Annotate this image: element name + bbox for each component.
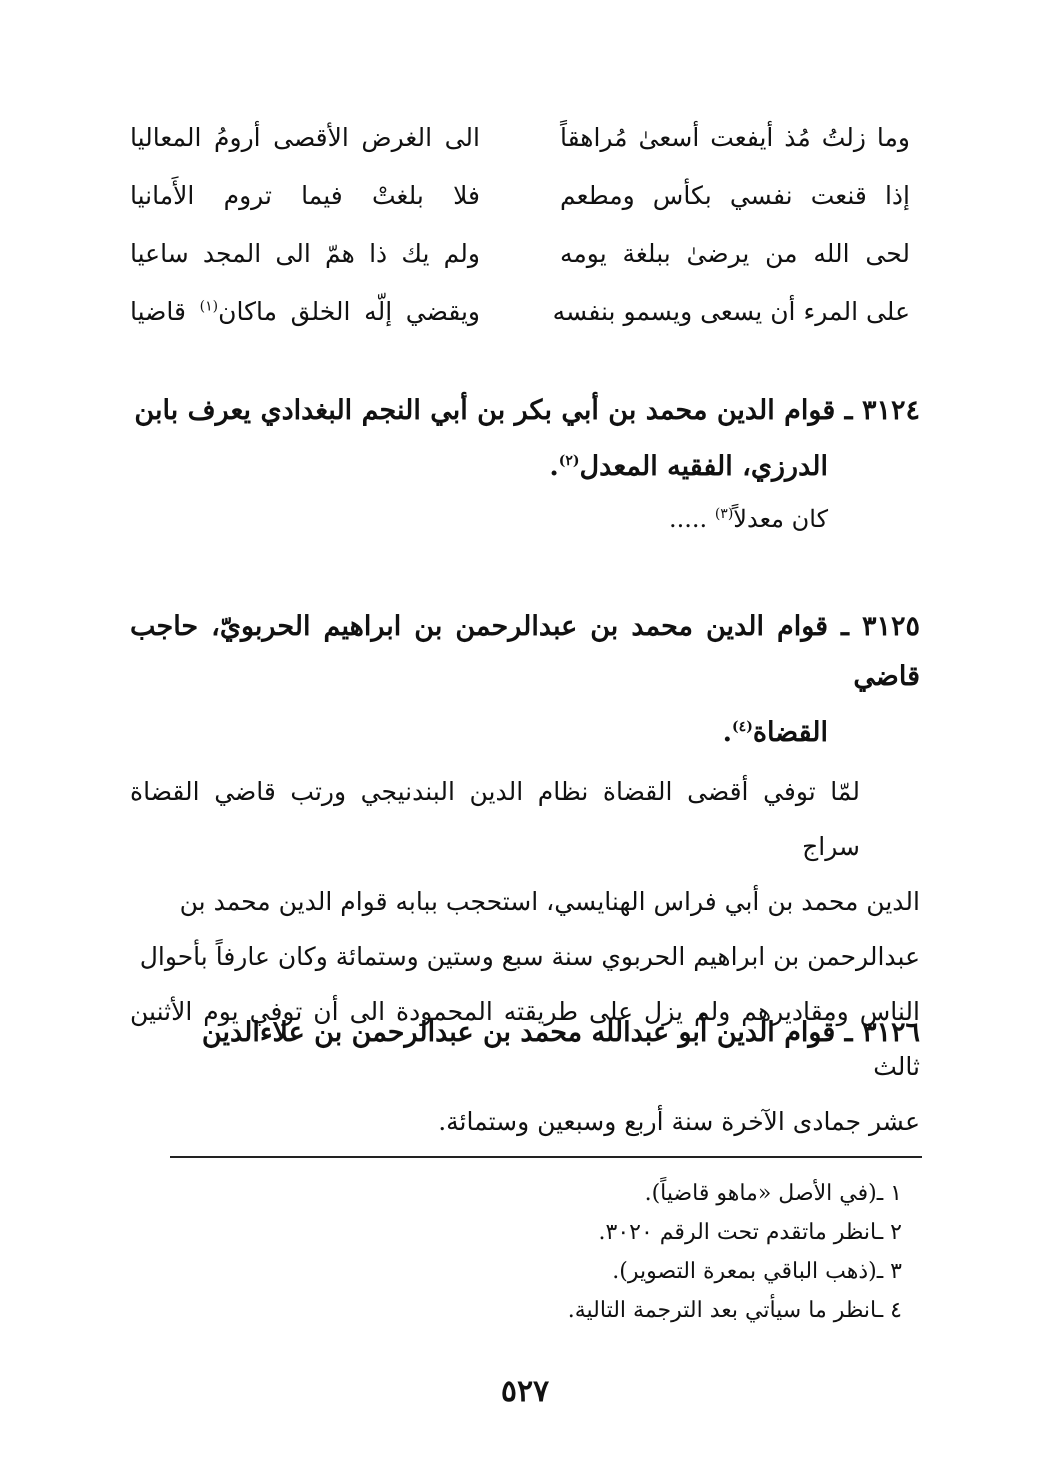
entry-title [130, 386, 920, 492]
entry-title-line: ٣١٢٥ ـ قوام الدين محمد بن عبدالرحمن بن ابراهيم الحربويّ، حاجب قاضي [130, 611, 920, 692]
entry-title-line: ٣١٢٤ ـ قوام الدين محمد بن أبي بكر بن أبي النجم البغدادي يعرف بابن [134, 395, 920, 426]
footnote-ref: (٤) [732, 719, 753, 735]
entry-paragraph [130, 764, 920, 1149]
paragraph-line: لمّا توفي أقضى القضاة نظام الدين البندنيجي ورتب قاضي القضاة سراج [130, 777, 860, 861]
poem-verse-3 [130, 224, 910, 282]
poem-hemistich-right: وما زلتُ مُذ أيفعت أسعىٰ مُراهقاً [560, 122, 910, 152]
poem-verse-2 [130, 166, 910, 224]
entry-body [130, 492, 920, 541]
footnote-ref: (٢) [558, 453, 580, 469]
entry-title-text: . [722, 717, 733, 748]
footnote-ref: (١) [199, 298, 219, 315]
entry-3126-title: ٣١٢٦ ـ قوام الدين أبو عبدالله محمد بن عبدالرحمن بن علاءالدين [201, 1017, 920, 1048]
entry-title-line [130, 702, 920, 758]
footnotes [170, 1174, 902, 1330]
poem [130, 108, 910, 340]
poem-hemistich-left: ولم يك ذا همّ الى المجد ساعيا [130, 238, 480, 268]
poem-hemistich-left: فلا بلغتْ فيما تروم الأَمانيا [130, 180, 480, 210]
entry-body-text: كان معدلاً [733, 505, 828, 533]
entry-title-text: القضاة [752, 717, 828, 748]
footnote-2: ٢ ـانظر ماتقدم تحت الرقم ٣٠٢٠. [598, 1220, 902, 1245]
entry-title-text: . [549, 451, 559, 482]
entry-title-line [130, 436, 920, 492]
entry-title [130, 602, 920, 758]
page-number: ٥٢٧ [500, 1374, 550, 1409]
footnote-divider [170, 1156, 922, 1158]
poem-verse-1 [130, 108, 910, 166]
paragraph-line: عبدالرحمن بن ابراهيم الحربوي سنة سبع وستين وستمائة وكان عارفاً بأحوال [139, 942, 920, 971]
poem-hemistich-right: لحى الله من يرضىٰ ببلغة يومه [560, 238, 910, 268]
footnote-ref: (٣) [714, 506, 734, 522]
entry-title-text: الدرزي، الفقيه المعدل [579, 451, 828, 482]
paragraph-line: الناس ومقاديرهم ولم يزل على طريقته المحمودة الى أن توفي يوم الأثنين ثالث [130, 997, 920, 1081]
entry-body-text: ..... [669, 505, 715, 533]
poem-text: ويقضي إلّه الخلق ماكان [218, 296, 481, 326]
poem-hemistich-right: على المرء أن يسعى ويسمو بنفسه [552, 296, 910, 326]
paragraph-line: عشر جمادى الآخرة سنة أربع وسبعين وستمائة. [438, 1107, 920, 1136]
poem-text: قاضيا [130, 296, 200, 326]
footnote-4: ٤ ـانظر ما سيأتي بعد الترجمة التالية. [567, 1298, 902, 1323]
poem-hemistich-left [130, 297, 480, 326]
entry-3125 [130, 602, 920, 1149]
footnote-3: ٣ ـ(ذهب الباقي بمعرة التصوير). [612, 1259, 902, 1284]
paragraph-line: الدين محمد بن أبي فراس الهنايسي، استحجب ببابه قوام الدين محمد بن [179, 887, 920, 916]
entry-3124 [130, 386, 920, 541]
poem-verse-4 [130, 282, 910, 340]
poem-hemistich-right: إذا قنعت نفسي بكأس ومطعم [560, 180, 910, 210]
footnote-1: ١ ـ(في الأصل «ماهو قاضياً). [644, 1181, 902, 1206]
poem-hemistich-left: الى الغرض الأقصى أرومُ المعاليا [130, 122, 480, 152]
